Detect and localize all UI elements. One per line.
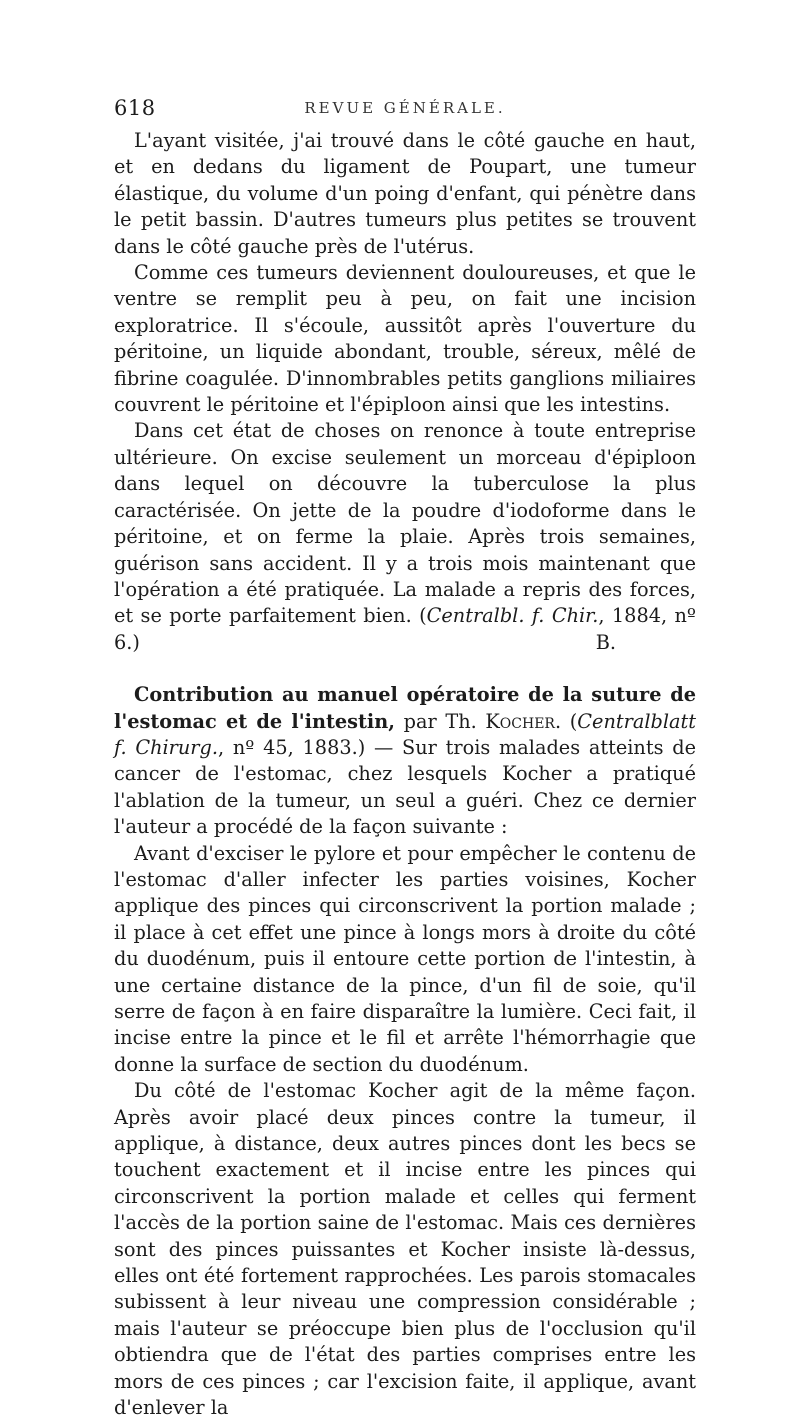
article-paragraph-3: Du côté de l'estomac Kocher agit de la même façon. Après avoir placé deux pinces contre la tumeur, il applique, à distance, deux autres pinces dont les becs se touchent exactement et il incise entre les pinces qui circonscrivent la portion malade et celles qui ferment l'accès de la portion saine de l'estomac. Mais ces dernières sont des pinces puissantes et Kocher insiste là-dessus, elles ont été fortement rapprochées. Les parois stomacales subissent à leur niveau une compression considérable ; mais l'auteur se préoccupe bien plus de l'occlusion qu'il obtiendra que de l'état des parties comprises entre les mors de ces pinces ; car l'excision faite, il applique, avant d'enlever la [114,1079,696,1420]
case-paragraph-2: Comme ces tumeurs deviennent douloureuses, et que le ventre se remplit peu à peu, on fait une incision exploratrice. Il s'écoule, aussitôt après l'ouverture du péritoine, un liquide abondant, trouble, séreux, mêlé de fibrine coagulée. D'innombrables petits ganglions miliaires couvrent le péritoine et l'épiploon ainsi que les intestins. [114,261,696,417]
case-paragraph-1: L'ayant visitée, j'ai trouvé dans le côté gauche en haut, et en dedans du ligament de Poupart, une tumeur élastique, du volume d'un poing d'enfant, qui pénètre dans le petit bassin. D'autres tumeurs plus petites se trouvent dans le côté gauche près de l'utérus. [114,129,696,258]
signature: B. [595,630,616,654]
case-citation-rest: , 1884, nº 6.) [114,604,696,654]
case-paragraph-3 [114,418,696,656]
article-title: Contribution au manuel opératoire de la suture de l'estomac et de l'intestin, [114,683,696,733]
article-paragraph-1 [114,682,696,840]
running-title: REVUE GÉNÉRALE. [304,99,506,117]
body-text [114,128,696,1422]
page-number: 618 [114,96,156,120]
article-journal: Centralblatt f. Chirurg. [114,709,697,759]
article-citation-rest: , nº 45, 1883.) — Sur trois malades atteints de cancer de l'estomac, chez lesquels Kocher a pratiqué l'ablation de la tumeur, un seul a guéri. Chez ce dernier l'auteur a procédé de la façon suivante : [114,735,697,839]
case-paragraph-3-text: Dans cet état de choses on renonce à toute entreprise ultérieure. On excise seulement un morceau d'épiploon dans lequel on découvre la tuberculose la plus caractérisée. On jette de la poudre d'iodoforme dans le péritoine, et on ferme la plaie. Après trois semaines, guérison sans accident. Il y a trois mois maintenant que l'opération a été pratiquée. La malade a repris des forces, et se porte parfaitement bien. ( [114,419,696,628]
article-author: Kocher [485,709,555,733]
section-gap [114,656,696,682]
article-by: par Th. [394,709,486,733]
article-paragraph-2: Avant d'exciser le pylore et pour empêcher le contenu de l'estomac d'aller infecter les parties voisines, Kocher applique des pinces qui circonscrivent la portion malade ; il place à cet effet une pince à longs mors à droite du côté du duodénum, puis il entoure cette portion de l'intestin, à une certaine distance de la pince, d'un fil de soie, qu'il serre de façon à en faire disparaître la lumière. Ceci fait, il incise entre la pince et le fil et arrête l'hémorrhagie que donne la surface de section du duodénum. [114,841,696,1076]
running-head [114,96,696,122]
article-citation-open: . ( [554,709,578,733]
case-citation-journal: Centralbl. f. Chir. [426,604,599,628]
